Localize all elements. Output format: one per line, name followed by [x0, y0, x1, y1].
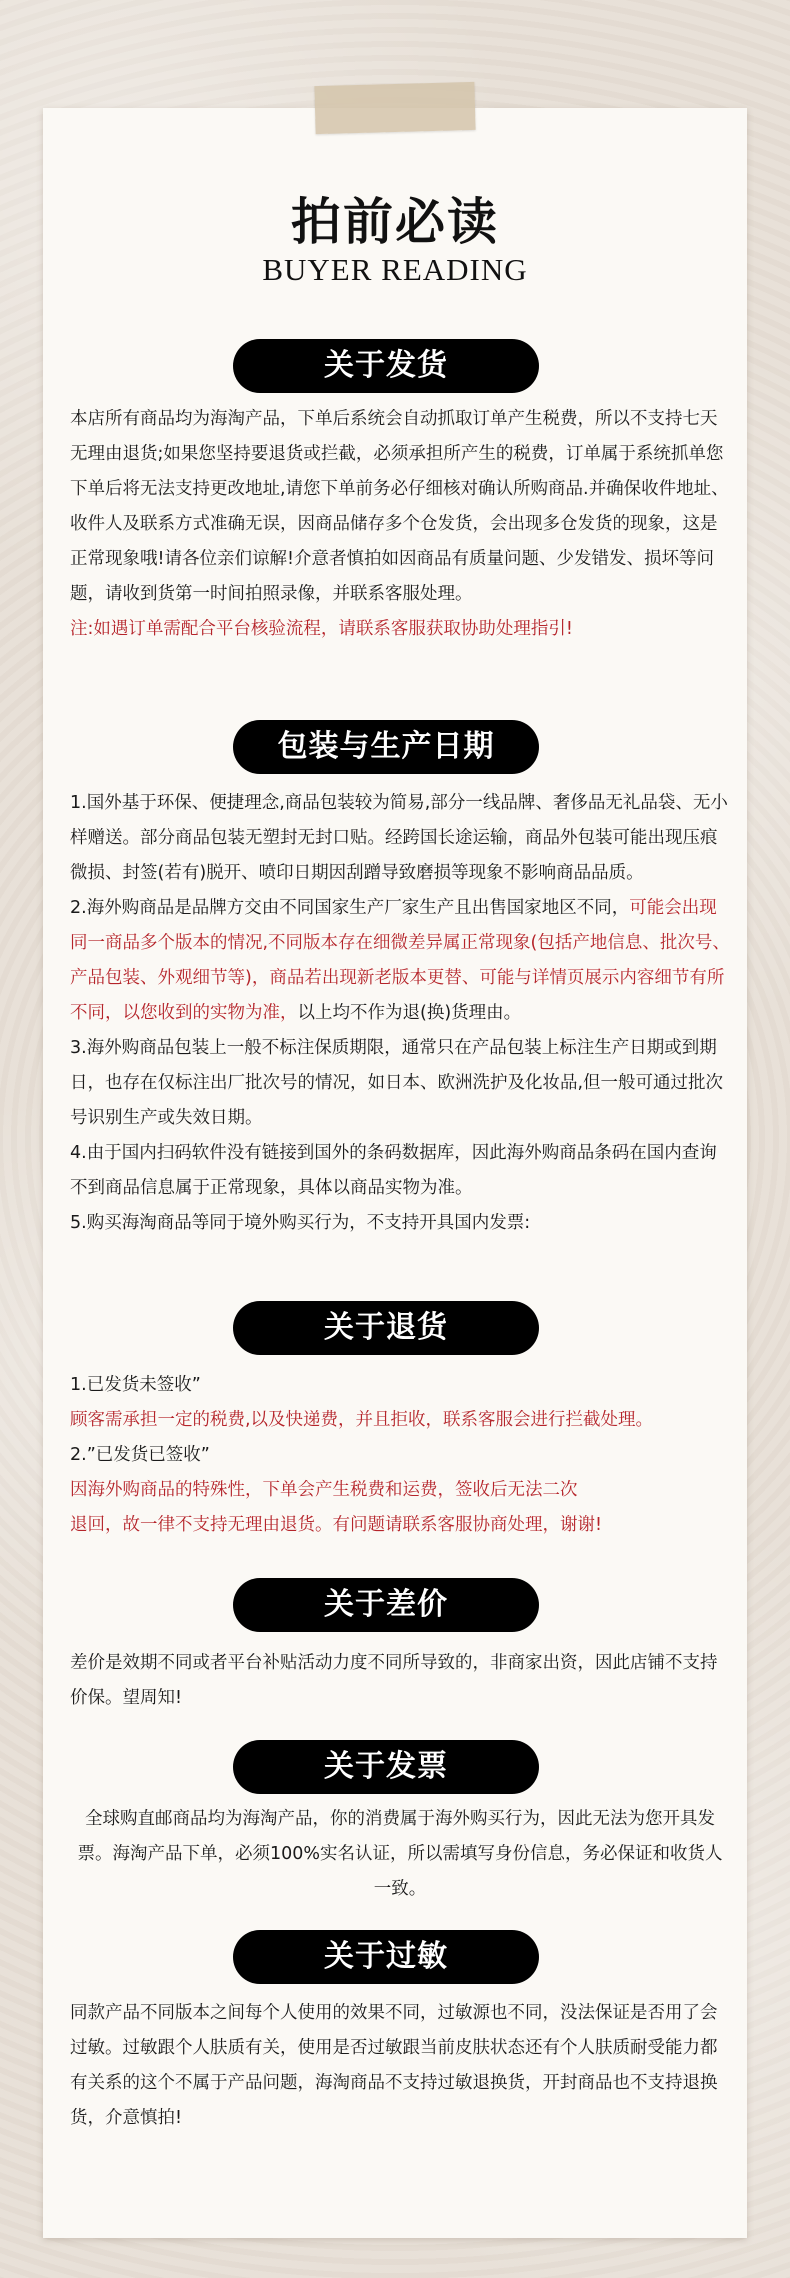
packaging-item-2-tail: 以上均不作为退(换)货理由。	[297, 1003, 522, 1023]
packaging-item-4: 4.由于国内扫码软件没有链接到国外的条码数据库，因此海外购商品条码在国内查询不到商品信息属于正常现象，具体以商品实物为准。	[70, 1143, 717, 1198]
section-heading-allergy: 关于过敏	[233, 1930, 539, 1984]
section-invoice	[70, 1802, 730, 1907]
section-heading-packaging: 包装与生产日期	[233, 720, 539, 774]
tape-strip	[314, 82, 475, 134]
packaging-item-1: 1.国外基于环保、便捷理念,商品包装较为简易,部分一线品牌、奢侈品无礼品袋、无小样赠送。部分商品包装无塑封无封口贴。经跨国长途运输，商品外包装可能出现压痕微损、封签(若有)脱开、喷印日期因刮蹭导致磨损等现象不影响商品品质。	[70, 793, 728, 883]
section-allergy	[70, 1996, 730, 2136]
returns-item-1-body: 顾客需承担一定的税费,以及快递费，并且拒收，联系客服会进行拦截处理。	[70, 1410, 654, 1430]
price-diff-body: 差价是效期不同或者平台补贴活动力度不同所导致的，非商家出资，因此店铺不支持价保。望周知!	[70, 1653, 718, 1708]
section-packaging	[70, 786, 730, 1241]
page-subtitle: BUYER READING	[262, 252, 528, 287]
packaging-item-3: 3.海外购商品包装上一般不标注保质期限，通常只在产品包装上标注生产日期或到期日，也存在仅标注出厂批次号的情况，如日本、欧洲洗护及化妆品,但一般可通过批次号识别生产或失效日期。	[70, 1038, 724, 1128]
section-heading-shipping: 关于发货	[233, 339, 539, 393]
returns-item-2-title: 2.”已发货已签收”	[70, 1445, 210, 1465]
returns-item-1-title: 1.已发货未签收”	[70, 1375, 201, 1395]
section-shipping	[70, 402, 730, 647]
packaging-item-2-text: 2.海外购商品是品牌方交由不同国家生产厂家生产且出售国家地区不同，	[70, 898, 630, 918]
returns-item-2-line-1: 因海外购商品的特殊性，下单会产生税费和运费，签收后无法二次	[70, 1480, 578, 1500]
packaging-item-2-highlight: 可能会出现同一商品多个版本的情况,不同版本存在细微差异属正常现象(包括产地信息、批次号、产品包装、外观细节等)，商品若出现新老版本更替、可能与详情页展示内容细节有所不同，以您收到的实物为准，	[70, 898, 730, 1023]
invoice-body: 全球购直邮商品均为海淘产品，你的消费属于海外购买行为，因此无法为您开具发票。海淘产品下单，必须100%实名认证，所以需填写身份信息，务必保证和收货人一致。	[77, 1809, 723, 1899]
section-heading-invoice: 关于发票	[233, 1740, 539, 1794]
shipping-note: 注:如遇订单需配合平台核验流程，请联系客服获取协助处理指引!	[70, 619, 573, 639]
section-heading-price-diff: 关于差价	[233, 1578, 539, 1632]
packaging-item-5: 5.购买海淘商品等同于境外购买行为，不支持开具国内发票:	[70, 1213, 531, 1233]
packaging-item-2	[70, 891, 730, 1031]
page-title: 拍前必读	[291, 192, 499, 251]
allergy-body: 同款产品不同版本之间每个人使用的效果不同，过敏源也不同，没法保证是否用了会过敏。过敏跟个人肤质有关，使用是否过敏跟当前皮肤状态还有个人肤质耐受能力都有关系的这个不属于产品问题，海淘商品不支持过敏退换货，开封商品也不支持退换货，介意慎拍!	[70, 2003, 718, 2128]
section-returns	[70, 1368, 730, 1543]
returns-item-2-line-2: 退回，故一律不支持无理由退货。有问题请联系客服协商处理，谢谢!	[70, 1515, 603, 1535]
section-price-diff	[70, 1646, 730, 1716]
shipping-body: 本店所有商品均为海淘产品，下单后系统会自动抓取订单产生税费，所以不支持七天无理由退货;如果您坚持要退货或拦截，必须承担所产生的税费，订单属于系统抓单您下单后将无法支持更改地址,请您下单前务必仔细核对确认所购商品.并确保收件地址、收件人及联系方式准确无误，因商品储存多个仓发货，会出现多仓发货的现象，这是正常现象哦!请各位亲们谅解!介意者慎拍如因商品有质量问题、少发错发、损坏等问题，请收到货第一时间拍照录像，并联系客服处理。	[70, 409, 729, 604]
section-heading-returns: 关于退货	[233, 1301, 539, 1355]
